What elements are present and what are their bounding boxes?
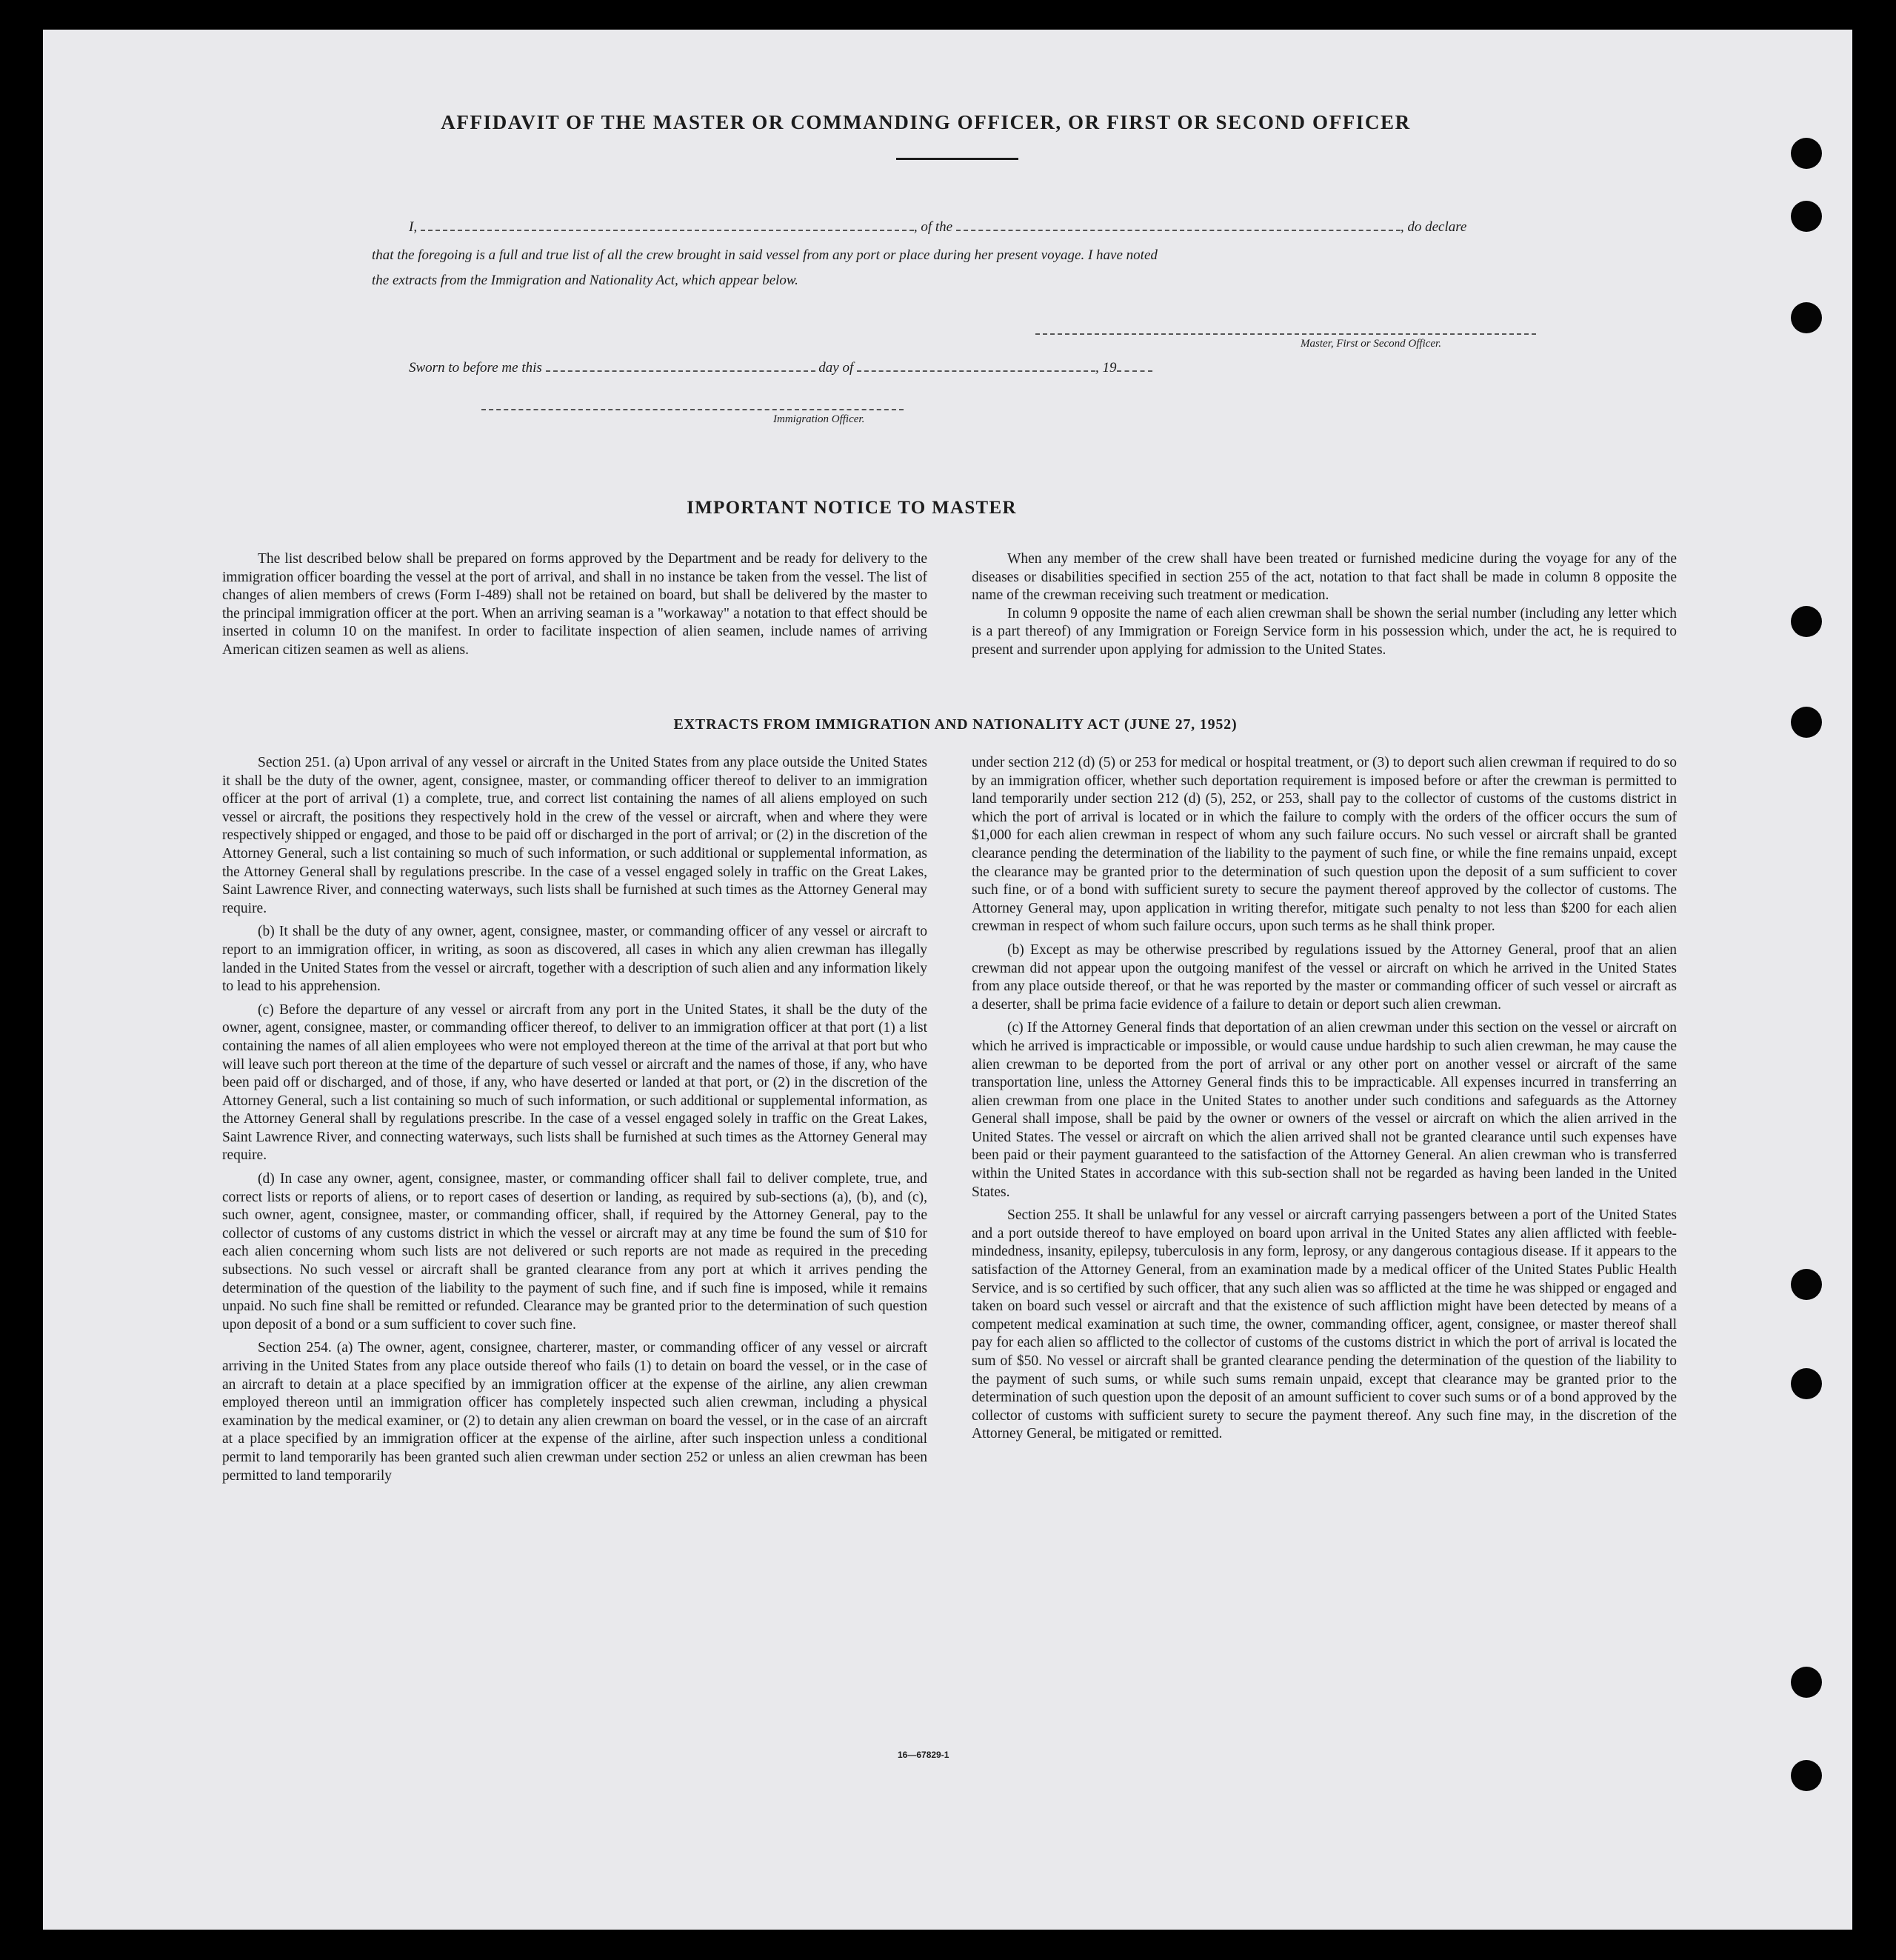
sworn-day-field[interactable] xyxy=(546,360,815,372)
affidavit-title: AFFIDAVIT OF THE MASTER OR COMMANDING OFFICER, OR FIRST OR SECOND OFFICER xyxy=(441,111,1411,133)
sworn-year-field[interactable] xyxy=(1117,360,1152,372)
notice-paragraph: The list described below shall be prepared on forms approved by the Department and be ready for delivery to the immigration officer boarding the vessel at the port of arrival, and shall in no instance be taken from the vessel. The list of changes of alien members of crews (Form I-489) shall not be retained on board, but shall be delivered by the master to the principal immigration officer at the port. When an arriving seaman is a "workaway" a notation to that effect should be inserted in column 10 on the manifest. In order to facilitate inspection of alien seamen, include names of arriving American citizen seamen as well as aliens. xyxy=(222,551,927,658)
section-251a-paragraph: Section 251. (a) Upon arrival of any vessel or aircraft in the United States from any place outside the United States it shall be the duty of the owner, agent, consignee, master, or commanding officer thereof to deliver to an immigration officer at the port of arrival (1) a complete, true, and correct list containing the names of all aliens employed on such vessel or aircraft, the positions they respectively hold in the crew of the vessel or aircraft, when and where they were respectively shipped or engaged, and those to be paid off or discharged in the port of arrival; or (2) in the discretion of the Attorney General, such a list containing so much of such information, or such additional or supplemental information, as the Attorney General shall by regulations prescribe. In the case of a vessel engaged solely in traffic on the Great Lakes, Saint Lawrence River, and connecting waterways, such lists shall be furnished at such times as the Attorney General may require. xyxy=(222,755,927,916)
master-signature-caption: Master, First or Second Officer. xyxy=(1301,338,1441,350)
year-label: , 19 xyxy=(1095,360,1117,376)
master-signature-field[interactable] xyxy=(1035,333,1536,335)
declarant-prefix: I, xyxy=(409,219,418,235)
sworn-month-field[interactable] xyxy=(857,360,1095,372)
day-of-label: day of xyxy=(818,360,854,376)
section-255-paragraph: Section 255. It shall be unlawful for any vessel or aircraft carrying passengers between a port of the United States and a port outside thereof to have employed on board upon arrival in the United States any alien afflicted with feeble-mindedness, insanity, epilepsy, tuberculosis in any form, leprosy, or any dangerous contagious disease. If it appears to the satisfaction of the Attorney General, from an examination made by a medical officer of the United States Public Health Service, and is so certified by such officer, that any such alien was so afflicted at the time he was shipped or engaged and taken on board such vessel or aircraft and that the existence of such affliction might have been detected by means of a competent medical examination at such time, the owner, commanding officer, agent, consignee, or master thereof shall pay for each alien so afflicted to the collector of customs of the customs district in which the port of arrival is located the sum of $50. No vessel or aircraft shall be granted clearance pending the determination of the question of the liability to the payment of such sums, or while such sums remain unpaid, except that clearance may be granted prior to the determination of such question upon the deposit of an amount sufficient to cover such sums or of a bond approved by the collector of customs with sufficient surety to secure the payment thereof. Any such fine may, in the discretion of the Attorney General, be mitigated or remitted. xyxy=(972,1207,1677,1442)
section-254a-continued: under section 212 (d) (5) or 253 for medical or hospital treatment, or (3) to deport such alien crewman if required to do so by an immigration officer, whether such deportation requirement is imposed before or after the crewman is permitted to land temporarily under section 212 (d) (5), 252, or 253, shall pay to the collector of customs of the customs district in which the port of arrival is located or in which the failure to comply with the orders of the officer occurs the sum of $1,000 for each alien crewman in respect of whom any such failure occurs. No such vessel or aircraft shall be granted clearance pending the determination of the liability to the payment of such fine, or while the fine remains unpaid, except the clearance may be granted prior to the determination of such question upon the deposit of a sum sufficient to cover such fine, or of a bond with sufficient surety to secure the payment thereof approved by the collector of customs. The Attorney General may, upon application in writing therefor, mitigate such penalty to not less than $200 for each alien crewman in respect of whom such failure occurs, upon such terms as he shall think proper. xyxy=(972,755,1677,935)
section-251b-paragraph: (b) It shall be the duty of any owner, agent, consignee, master, or commanding officer of any vessel or aircraft to report to an immigration officer, in writing, as soon as discovered, all cases in which any alien crewman has illegally landed in the United States from the vessel or aircraft, together with a description of such alien and any information likely to lead to his apprehension. xyxy=(222,924,927,995)
declaration-text-line: that the foregoing is a full and true list of all the crew brought in said vessel from any port or place during her present voyage. I have noted xyxy=(372,247,1158,263)
notice-right-column xyxy=(972,550,1677,660)
vessel-name-field[interactable] xyxy=(956,219,1401,231)
do-declare-label: , do declare xyxy=(1400,219,1467,235)
punch-hole xyxy=(1791,302,1822,333)
punch-hole xyxy=(1791,1760,1822,1791)
notice-paragraph: In column 9 opposite the name of each alien crewman shall be shown the serial number (including any letter which is a part thereof) of any Immigration or Foreign Service form in his possession which, under the act, he is required to present and surrender upon applying for admission to the United States. xyxy=(972,605,1677,658)
sworn-line xyxy=(409,360,1152,376)
section-251d-paragraph: (d) In case any owner, agent, consignee, master, or commanding officer shall fail to deliver complete, true, and correct lists or reports of aliens, or to report cases of desertion or landing, as required by sub-sections (a), (b), and (c), such owner, agent, consignee, master, or commanding officer, shall, if required by the Attorney General, pay to the collector of customs of any customs district in which the vessel or aircraft may at any time be found the sum of $10 for each alien concerning whom such lists are not delivered or such reports are not made as required in the preceding subsections. No such vessel or aircraft shall be granted clearance from any port at which it arrives pending the determination of the question of the liability to the payment of such fine, and if such fine is imposed, while it remains unpaid. No such fine shall be remitted or refunded. Clearance may be granted prior to the determination of such question upon deposit of a bond or a sum sufficient to cover such fine. xyxy=(222,1171,927,1333)
punch-hole xyxy=(1791,201,1822,232)
punch-hole xyxy=(1791,707,1822,738)
punch-hole xyxy=(1791,606,1822,637)
section-254a-paragraph: Section 254. (a) The owner, agent, consignee, charterer, master, or commanding officer of any vessel or aircraft arriving in the United States from any place outside thereof who fails (1) to detain on board the vessel, or in the case of an aircraft to detain at a place specified by an immigration officer at the expense of the airline, any alien crewman employed thereon until an immigration officer has completely inspected such alien crewman, including a physical examination by the medical examiner, or (2) to detain any alien crewman on board the vessel, or in the case of an aircraft at a place specified by an immigration officer at the expense of the airline, after such inspection unless a conditional permit to land temporarily has been granted such alien crewman under section 252 or unless an alien crewman has been permitted to land temporarily xyxy=(222,1340,927,1484)
declaration-line xyxy=(409,219,1466,236)
punch-hole xyxy=(1791,1368,1822,1399)
extracts-right-column xyxy=(972,754,1677,1449)
form-number: 16—67829-1 xyxy=(898,1750,949,1760)
immigration-officer-signature-field[interactable] xyxy=(481,409,904,410)
notice-paragraph: When any member of the crew shall have been treated or furnished medicine during the voyage for any of the diseases or disabilities specified in section 255 of the act, notation to that fact shall be made in column 8 opposite the name of the crewman receiving such treatment or medication. xyxy=(972,551,1677,604)
declaration-text-line: the extracts from the Immigration and Nationality Act, which appear below. xyxy=(372,273,798,288)
section-254b-paragraph: (b) Except as may be otherwise prescribed by regulations issued by the Attorney General, proof that an alien crewman did not appear upon the outgoing manifest of the vessel or aircraft on which he arrived in the United States from any place outside thereof, or that he was reported by the master or commanding officer of such vessel or aircraft as a deserter, shall be prima facie evidence of a failure to detain or deport such alien crewman. xyxy=(972,941,1677,1013)
notice-left-column xyxy=(222,550,927,660)
extracts-left-column xyxy=(222,754,927,1490)
of-the-label: , of the xyxy=(913,219,953,235)
punch-hole xyxy=(1791,138,1822,169)
section-254c-paragraph: (c) If the Attorney General finds that deportation of an alien crewman under this section on the vessel or aircraft on which he arrived is impracticable or impossible, or would cause undue hardship to such alien crewman, he may cause the alien crewman to be deported from the port of arrival or any other port on another vessel or aircraft of the same transportation line, unless the Attorney General finds this to be impracticable. All expenses incurred in transferring an alien crewman from one place in the United States to another under such conditions and safeguards as the Attorney General shall impose, shall be paid by the owner or owners of the vessel or aircraft on which the alien arrived in the United States. The vessel or aircraft on which the alien arrived shall not be granted clearance until such expenses have been paid or their payment guaranteed to the satisfaction of the Attorney General. An alien crewman who is transferred within the United States in accordance with this sub-section shall not be regarded as having been landed in the United States. xyxy=(972,1020,1677,1200)
extracts-title: EXTRACTS FROM IMMIGRATION AND NATIONALITY ACT (JUNE 27, 1952) xyxy=(673,716,1238,733)
notice-title: IMPORTANT NOTICE TO MASTER xyxy=(687,498,1017,518)
sworn-label: Sworn to before me this xyxy=(409,360,542,376)
punch-hole xyxy=(1791,1667,1822,1698)
title-rule xyxy=(896,158,1018,160)
declarant-name-field[interactable] xyxy=(421,219,914,231)
section-251c-paragraph: (c) Before the departure of any vessel or aircraft from any port in the United States, it shall be the duty of the owner, agent, consignee, master, or commanding officer thereof, to deliver to an immigration officer at that port (1) a list containing the names of all alien employees who were not employed thereon at the time of the arrival at that port but who will leave such port thereon at the time of the departure of such vessel or aircraft and the names of those, if any, who have been paid off or discharged, and of those, if any, who have deserted or landed at that port, or (2) in the discretion of the Attorney General, such a list containing so much of such information, or such additional or supplemental information, as the Attorney General shall by regulations prescribe. In the case of a vessel engaged solely in traffic on the Great Lakes, Saint Lawrence River, and connecting waterways, such lists shall be furnished at such times as the Attorney General may require. xyxy=(222,1001,927,1164)
punch-hole xyxy=(1791,1269,1822,1300)
immigration-officer-caption: Immigration Officer. xyxy=(773,413,865,425)
